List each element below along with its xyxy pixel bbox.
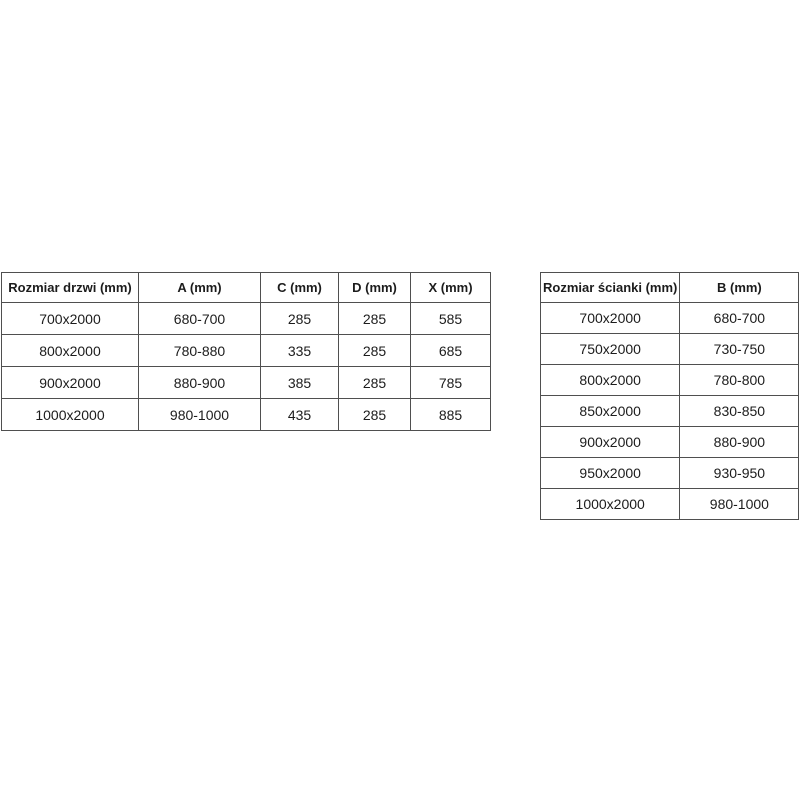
table-cell: 700x2000 bbox=[2, 303, 139, 335]
column-header: A (mm) bbox=[139, 273, 261, 303]
table-row bbox=[2, 335, 491, 367]
table-cell: 880-900 bbox=[680, 427, 799, 458]
table-cell: 885 bbox=[411, 399, 491, 431]
table-cell: 980-1000 bbox=[139, 399, 261, 431]
column-header: X (mm) bbox=[411, 273, 491, 303]
table-row bbox=[541, 489, 799, 520]
table-cell: 285 bbox=[339, 335, 411, 367]
door-size-table bbox=[1, 272, 491, 431]
table-row bbox=[2, 303, 491, 335]
column-header: Rozmiar ścianki (mm) bbox=[541, 273, 680, 303]
table-row bbox=[541, 365, 799, 396]
table-cell: 880-900 bbox=[139, 367, 261, 399]
table-cell: 285 bbox=[339, 399, 411, 431]
table-cell: 900x2000 bbox=[541, 427, 680, 458]
table-cell: 335 bbox=[261, 335, 339, 367]
table-cell: 785 bbox=[411, 367, 491, 399]
column-header: C (mm) bbox=[261, 273, 339, 303]
table-cell: 285 bbox=[339, 367, 411, 399]
table-cell: 800x2000 bbox=[2, 335, 139, 367]
wall-size-table bbox=[540, 272, 799, 520]
table-cell: 950x2000 bbox=[541, 458, 680, 489]
table-cell: 1000x2000 bbox=[2, 399, 139, 431]
table-row bbox=[541, 458, 799, 489]
column-header: D (mm) bbox=[339, 273, 411, 303]
table-cell: 730-750 bbox=[680, 334, 799, 365]
table-cell: 850x2000 bbox=[541, 396, 680, 427]
header-row bbox=[541, 273, 799, 303]
table-cell: 435 bbox=[261, 399, 339, 431]
column-header: Rozmiar drzwi (mm) bbox=[2, 273, 139, 303]
table-cell: 780-800 bbox=[680, 365, 799, 396]
table-cell: 680-700 bbox=[680, 303, 799, 334]
table-cell: 800x2000 bbox=[541, 365, 680, 396]
table-cell: 980-1000 bbox=[680, 489, 799, 520]
table-cell: 750x2000 bbox=[541, 334, 680, 365]
table-row bbox=[541, 334, 799, 365]
table-cell: 930-950 bbox=[680, 458, 799, 489]
table-cell: 700x2000 bbox=[541, 303, 680, 334]
table-row bbox=[541, 427, 799, 458]
header-row bbox=[2, 273, 491, 303]
table-cell: 900x2000 bbox=[2, 367, 139, 399]
table-cell: 685 bbox=[411, 335, 491, 367]
table-cell: 285 bbox=[339, 303, 411, 335]
table-cell: 585 bbox=[411, 303, 491, 335]
column-header: B (mm) bbox=[680, 273, 799, 303]
table-row bbox=[541, 396, 799, 427]
table-row bbox=[2, 399, 491, 431]
table-cell: 830-850 bbox=[680, 396, 799, 427]
table-row bbox=[541, 303, 799, 334]
table-cell: 285 bbox=[261, 303, 339, 335]
table-cell: 385 bbox=[261, 367, 339, 399]
table-row bbox=[2, 367, 491, 399]
table-cell: 780-880 bbox=[139, 335, 261, 367]
table-cell: 680-700 bbox=[139, 303, 261, 335]
table-cell: 1000x2000 bbox=[541, 489, 680, 520]
